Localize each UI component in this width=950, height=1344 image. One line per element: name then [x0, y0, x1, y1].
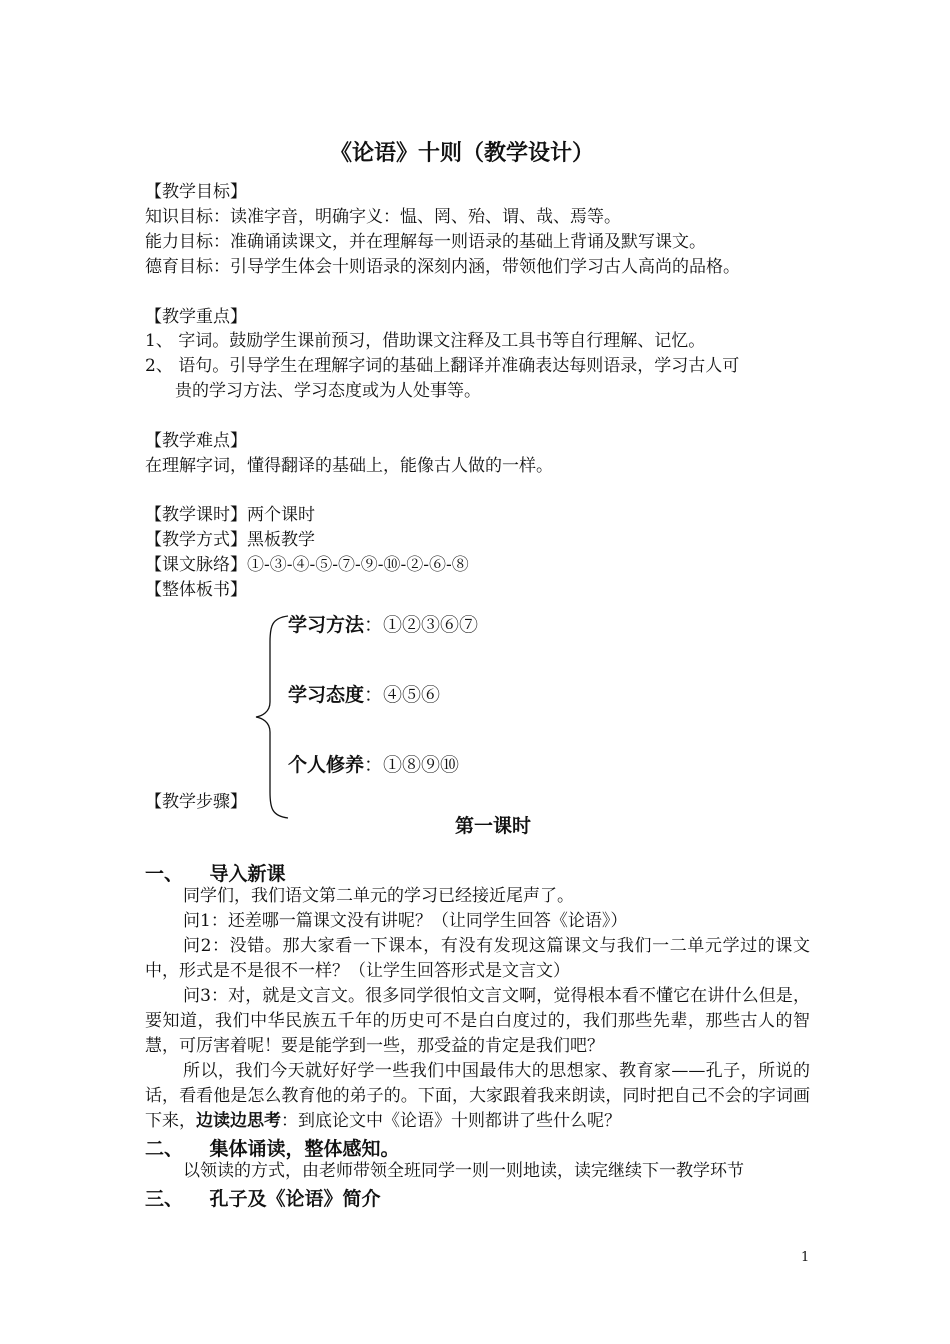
section-3-heading: 三、 孔子及《论语》简介 [145, 1188, 381, 1210]
page-number: 1 [801, 1250, 810, 1265]
objectives-heading: 【教学目标】 [145, 182, 247, 202]
section-1-para-3: 问2：没错。那大家看一下课本，有没有发现这篇课文与我们一二单元学过的课文中，形式是不是很不一样？（让学生回答形式是文言文） [145, 936, 810, 981]
key-point-2: 2、 语句。引导学生在理解字词的基础上翻译并准确表达每则语录，学习古人可 [145, 356, 740, 376]
board-item-methods [288, 610, 478, 637]
teaching-method: 【教学方式】黑板教学 [145, 530, 315, 550]
difficulties-text: 在理解字词，懂得翻译的基础上，能像古人做的一样。 [145, 456, 553, 476]
section-1-para-1: 同学们，我们语文第二单元的学习已经接近尾声了。 [183, 886, 574, 906]
document-title: 《论语》十则（教学设计） [330, 141, 595, 166]
objective-ability: 能力目标：准确诵读课文，并在理解每一则语录的基础上背诵及默写课文。 [145, 232, 706, 252]
objective-moral: 德育目标：引导学生体会十则语录的深刻内涵，带领他们学习古人高尚的品格。 [145, 257, 740, 277]
para-text: ：到底论文中《论语》十则都讲了些什么呢？ [281, 1111, 621, 1131]
board-heading: 【整体板书】 [145, 580, 247, 600]
board-item-cultivation [288, 750, 459, 777]
board-item-label: 学习态度 [288, 684, 365, 706]
objective-knowledge: 知识目标：读准字音，明确字义：愠、罔、殆、谓、哉、焉等。 [145, 207, 621, 227]
section-1-para-2: 问1：还差哪一篇课文没有讲呢？（让同学生回答《论语》） [183, 911, 628, 931]
key-point-2-cont: 贵的学习方法、学习态度或为人处事等。 [175, 381, 481, 401]
teaching-hours: 【教学课时】两个课时 [145, 505, 315, 525]
key-points-heading: 【教学重点】 [145, 307, 247, 327]
steps-heading: 【教学步骤】 [145, 792, 247, 812]
key-point-1: 1、 字词。鼓励学生课前预习，借助课文注释及工具书等自行理解、记忆。 [145, 331, 706, 351]
section-1-para-5 [145, 1059, 810, 1134]
section-1-heading: 一、 导入新课 [145, 863, 286, 885]
emphasis-text: 边读边思考 [196, 1111, 281, 1131]
board-item-attitude [288, 680, 440, 707]
board-item-value: ：①②③⑥⑦ [364, 614, 479, 636]
para-text: 所以，我们今天就好好学一些我们中国最伟大的思想家、教育家——孔子，所说的话，看看他是怎么教育他的弟子的。下面，大家跟着我来朗读，同时把自己不会的字词画下来， [145, 1061, 810, 1131]
lesson-title: 第一课时 [455, 815, 532, 837]
section-2-para-1: 以领读的方式，由老师带领全班同学一则一则地读，读完继续下一教学环节 [183, 1161, 744, 1181]
board-item-label: 学习方法 [288, 614, 365, 636]
board-item-value: ：④⑤⑥ [364, 684, 441, 706]
board-item-value: ：①⑧⑨⑩ [364, 754, 460, 776]
board-brace [252, 612, 292, 822]
board-item-label: 个人修养 [288, 754, 365, 776]
section-1-para-4: 问3：对，就是文言文。很多同学很怕文言文啊，觉得根本看不懂它在讲什么但是，要知道，我们中华民族五千年的历史可不是白白度过的，我们那些先辈，那些古人的智慧，可厉害着呢！要是能学到一些，那受益的肯定是我们吧？ [145, 986, 810, 1056]
difficulties-heading: 【教学难点】 [145, 431, 247, 451]
text-sequence: 【课文脉络】①-③-④-⑤-⑦-⑨-⑩-②-⑥-⑧ [145, 555, 469, 575]
section-2-heading: 二、 集体诵读，整体感知。 [145, 1138, 400, 1160]
